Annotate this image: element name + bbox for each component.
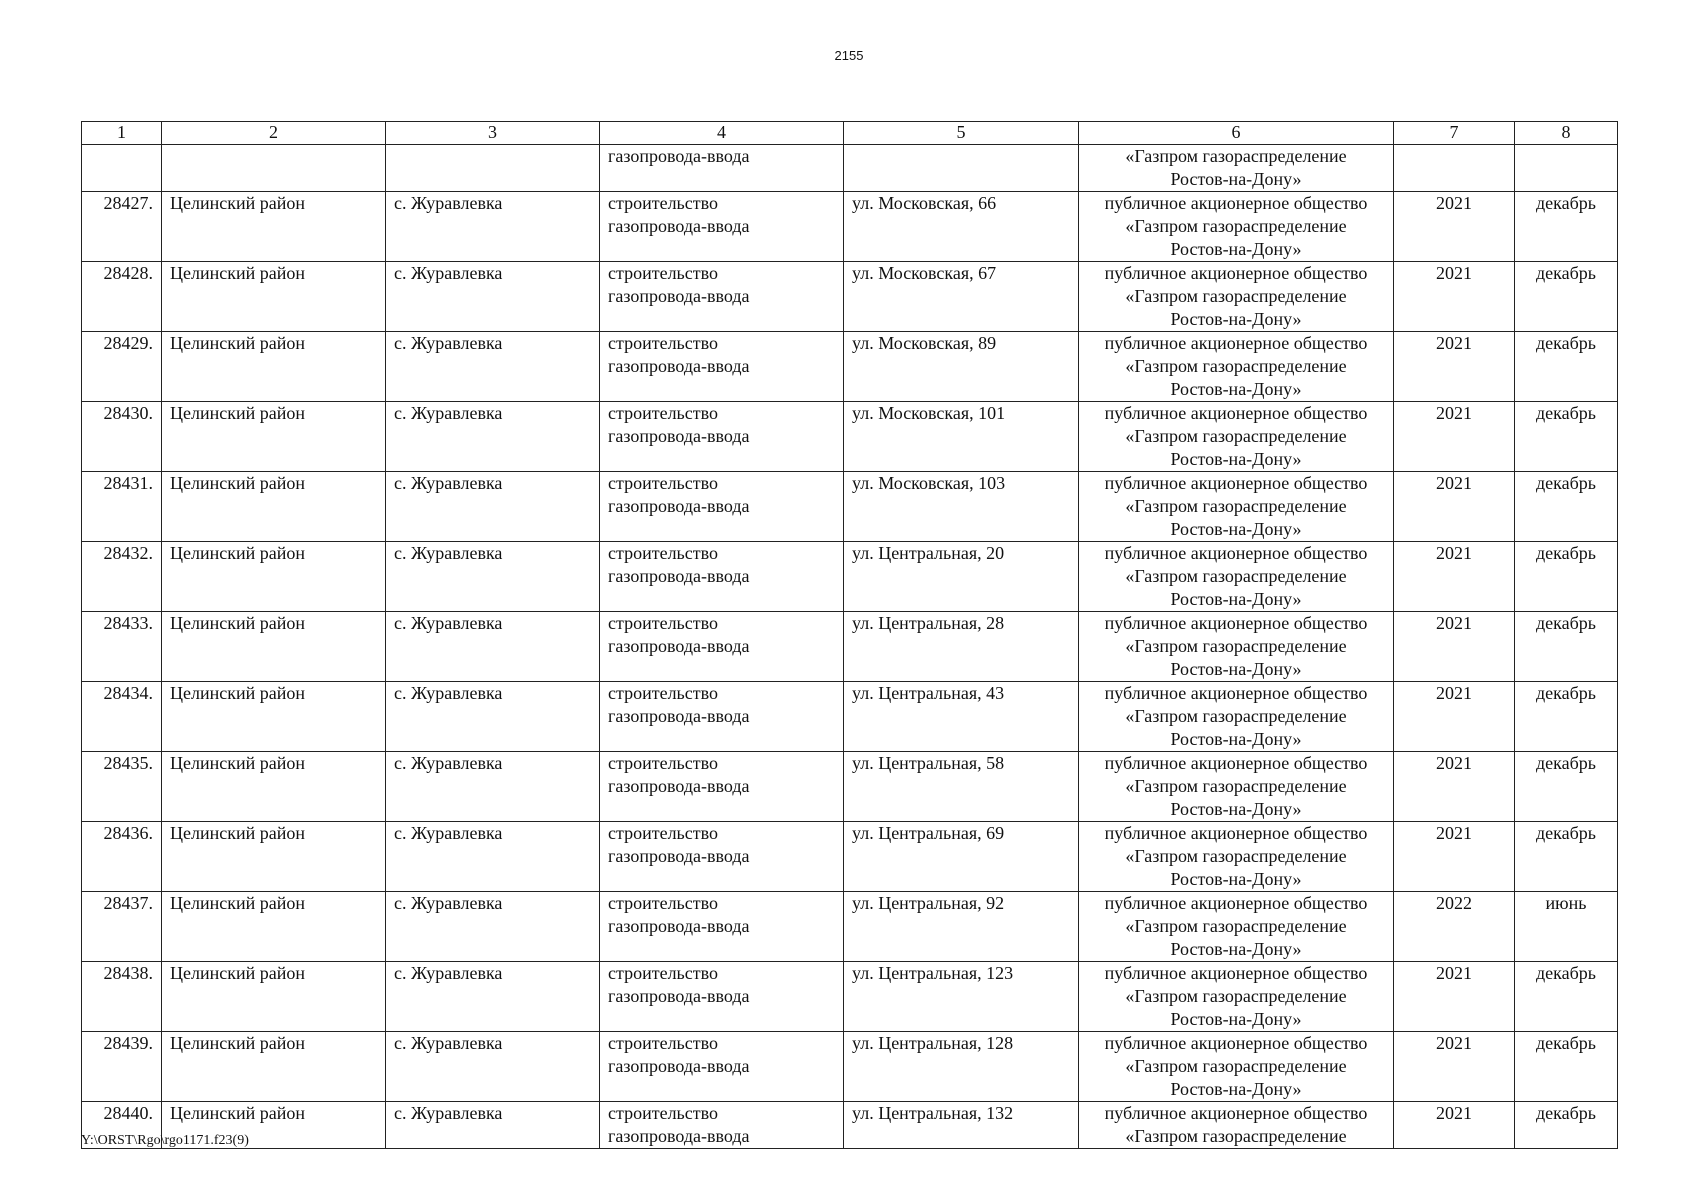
cell-org: [1079, 822, 1394, 892]
cell-address: ул. Центральная, 58: [844, 752, 1079, 822]
cell-district: Целинский район: [162, 192, 386, 262]
cell-address: ул. Центральная, 43: [844, 682, 1079, 752]
table-row: [82, 752, 1618, 822]
table-row: [82, 682, 1618, 752]
object-line: газопровода-ввода: [608, 286, 750, 306]
cell-num: 28439.: [82, 1032, 162, 1102]
cell-settlement: с. Журавлевка: [386, 752, 600, 822]
cell-settlement: с. Журавлевка: [386, 892, 600, 962]
cell-object: [600, 542, 844, 612]
cell-year: 2021: [1394, 542, 1515, 612]
cell-org: [1079, 962, 1394, 1032]
cell-org: [1079, 542, 1394, 612]
cell-address: ул. Московская, 103: [844, 472, 1079, 542]
object-line: газопровода-ввода: [608, 426, 750, 446]
cell-settlement: с. Журавлевка: [386, 962, 600, 1032]
cell-settlement: с. Журавлевка: [386, 1032, 600, 1102]
org-line: «Газпром газораспределение: [1125, 356, 1347, 376]
cell-num: 28429.: [82, 332, 162, 402]
table-row: [82, 262, 1618, 332]
cell-org: [1079, 682, 1394, 752]
org-line: публичное акционерное общество: [1104, 403, 1368, 423]
org-line: публичное акционерное общество: [1104, 543, 1368, 563]
column-header: 7: [1394, 122, 1515, 145]
column-header: 3: [386, 122, 600, 145]
cell-year: 2021: [1394, 612, 1515, 682]
cell-month: декабрь: [1515, 472, 1618, 542]
org-line: «Газпром газораспределение: [1125, 916, 1347, 936]
org-line: Ростов-на-Дону»: [1170, 1079, 1302, 1099]
cell-settlement: с. Журавлевка: [386, 1102, 600, 1149]
table-row: [82, 1032, 1618, 1102]
table-row: [82, 542, 1618, 612]
cell-object: [600, 262, 844, 332]
table-row: [82, 402, 1618, 472]
object-line: газопровода-ввода: [608, 636, 750, 656]
org-line: Ростов-на-Дону»: [1170, 589, 1302, 609]
cell-district: Целинский район: [162, 752, 386, 822]
cell-month: декабрь: [1515, 262, 1618, 332]
cell-num: 28434.: [82, 682, 162, 752]
table-row: [82, 332, 1618, 402]
cell-address: ул. Центральная, 92: [844, 892, 1079, 962]
object-line: строительство: [608, 1103, 718, 1123]
cell-month: декабрь: [1515, 542, 1618, 612]
cell-year: 2021: [1394, 1032, 1515, 1102]
org-line: «Газпром газораспределение: [1125, 1126, 1347, 1146]
cell-district: Целинский район: [162, 822, 386, 892]
cell-org: [1079, 1032, 1394, 1102]
object-line: газопровода-ввода: [608, 846, 750, 866]
cell-object: [600, 145, 844, 192]
cell-year: 2021: [1394, 962, 1515, 1032]
cell-num: [82, 145, 162, 192]
object-line: строительство: [608, 543, 718, 563]
table-row: [82, 892, 1618, 962]
object-line: строительство: [608, 683, 718, 703]
table-row: [82, 612, 1618, 682]
cell-org: [1079, 892, 1394, 962]
cell-settlement: [386, 145, 600, 192]
object-line: газопровода-ввода: [608, 776, 750, 796]
cell-object: [600, 752, 844, 822]
org-line: Ростов-на-Дону»: [1170, 519, 1302, 539]
cell-num: 28435.: [82, 752, 162, 822]
cell-district: Целинский район: [162, 962, 386, 1032]
org-line: Ростов-на-Дону»: [1170, 169, 1302, 189]
object-line: строительство: [608, 193, 718, 213]
cell-num: 28440.: [82, 1102, 162, 1149]
cell-object: [600, 192, 844, 262]
cell-district: Целинский район: [162, 542, 386, 612]
object-line: газопровода-ввода: [608, 1056, 750, 1076]
org-line: публичное акционерное общество: [1104, 1103, 1368, 1123]
cell-address: ул. Центральная, 128: [844, 1032, 1079, 1102]
cell-address: ул. Московская, 66: [844, 192, 1079, 262]
org-line: публичное акционерное общество: [1104, 963, 1368, 983]
cell-object: [600, 472, 844, 542]
cell-object: [600, 962, 844, 1032]
org-line: «Газпром газораспределение: [1125, 846, 1347, 866]
org-line: «Газпром газораспределение: [1125, 1056, 1347, 1076]
cell-year: 2021: [1394, 682, 1515, 752]
object-line: газопровода-ввода: [608, 146, 750, 166]
org-line: «Газпром газораспределение: [1125, 286, 1347, 306]
cell-settlement: с. Журавлевка: [386, 542, 600, 612]
cell-settlement: с. Журавлевка: [386, 332, 600, 402]
cell-year: 2021: [1394, 192, 1515, 262]
org-line: Ростов-на-Дону»: [1170, 1009, 1302, 1029]
cell-district: Целинский район: [162, 472, 386, 542]
cell-year: 2021: [1394, 822, 1515, 892]
object-line: газопровода-ввода: [608, 356, 750, 376]
org-line: Ростов-на-Дону»: [1170, 799, 1302, 819]
cell-org: [1079, 612, 1394, 682]
table-row: [82, 192, 1618, 262]
object-line: газопровода-ввода: [608, 986, 750, 1006]
cell-district: Целинский район: [162, 892, 386, 962]
object-line: газопровода-ввода: [608, 916, 750, 936]
cell-district: Целинский район: [162, 402, 386, 472]
table-row: [82, 1102, 1618, 1149]
cell-object: [600, 1032, 844, 1102]
data-table: [81, 121, 1618, 1149]
object-line: газопровода-ввода: [608, 706, 750, 726]
org-line: «Газпром газораспределение: [1125, 426, 1347, 446]
cell-address: ул. Центральная, 69: [844, 822, 1079, 892]
org-line: Ростов-на-Дону»: [1170, 309, 1302, 329]
org-line: публичное акционерное общество: [1104, 613, 1368, 633]
org-line: «Газпром газораспределение: [1125, 986, 1347, 1006]
cell-org: [1079, 262, 1394, 332]
table-header-row: [82, 122, 1618, 145]
org-line: публичное акционерное общество: [1104, 1033, 1368, 1053]
object-line: строительство: [608, 963, 718, 983]
org-line: Ростов-на-Дону»: [1170, 939, 1302, 959]
cell-object: [600, 682, 844, 752]
cell-settlement: с. Журавлевка: [386, 472, 600, 542]
org-line: публичное акционерное общество: [1104, 193, 1368, 213]
object-line: строительство: [608, 613, 718, 633]
column-header: 5: [844, 122, 1079, 145]
cell-num: 28437.: [82, 892, 162, 962]
cell-settlement: с. Журавлевка: [386, 402, 600, 472]
cell-address: ул. Центральная, 123: [844, 962, 1079, 1032]
cell-org: [1079, 402, 1394, 472]
cell-object: [600, 332, 844, 402]
cell-org: [1079, 472, 1394, 542]
cell-object: [600, 822, 844, 892]
org-line: «Газпром газораспределение: [1125, 216, 1347, 236]
continuation-row: [82, 145, 1618, 192]
object-line: газопровода-ввода: [608, 566, 750, 586]
cell-org: [1079, 752, 1394, 822]
org-line: «Газпром газораспределение: [1125, 776, 1347, 796]
cell-num: 28428.: [82, 262, 162, 332]
cell-address: ул. Московская, 101: [844, 402, 1079, 472]
cell-object: [600, 402, 844, 472]
cell-year: 2021: [1394, 332, 1515, 402]
table-row: [82, 822, 1618, 892]
cell-district: [162, 145, 386, 192]
cell-year: [1394, 145, 1515, 192]
cell-object: [600, 612, 844, 682]
cell-district: Целинский район: [162, 262, 386, 332]
cell-year: 2021: [1394, 472, 1515, 542]
cell-address: ул. Московская, 67: [844, 262, 1079, 332]
column-header: 2: [162, 122, 386, 145]
cell-num: 28430.: [82, 402, 162, 472]
cell-settlement: с. Журавлевка: [386, 682, 600, 752]
column-header: 6: [1079, 122, 1394, 145]
org-line: Ростов-на-Дону»: [1170, 239, 1302, 259]
org-line: Ростов-на-Дону»: [1170, 729, 1302, 749]
cell-district: Целинский район: [162, 332, 386, 402]
cell-num: 28436.: [82, 822, 162, 892]
cell-district: Целинский район: [162, 1032, 386, 1102]
cell-settlement: с. Журавлевка: [386, 612, 600, 682]
object-line: строительство: [608, 333, 718, 353]
cell-object: [600, 892, 844, 962]
cell-month: декабрь: [1515, 962, 1618, 1032]
cell-district: Целинский район: [162, 612, 386, 682]
cell-address: ул. Центральная, 132: [844, 1102, 1079, 1149]
cell-year: 2021: [1394, 262, 1515, 332]
cell-settlement: с. Журавлевка: [386, 192, 600, 262]
table-row: [82, 472, 1618, 542]
org-line: «Газпром газораспределение: [1125, 566, 1347, 586]
object-line: газопровода-ввода: [608, 1126, 750, 1146]
page-number: 2155: [834, 48, 864, 63]
org-line: публичное акционерное общество: [1104, 753, 1368, 773]
org-line: «Газпром газораспределение: [1125, 636, 1347, 656]
column-header: 8: [1515, 122, 1618, 145]
org-line: Ростов-на-Дону»: [1170, 659, 1302, 679]
object-line: строительство: [608, 753, 718, 773]
cell-month: декабрь: [1515, 752, 1618, 822]
table-row: [82, 962, 1618, 1032]
object-line: газопровода-ввода: [608, 216, 750, 236]
org-line: публичное акционерное общество: [1104, 333, 1368, 353]
cell-month: декабрь: [1515, 332, 1618, 402]
cell-settlement: с. Журавлевка: [386, 822, 600, 892]
cell-address: ул. Московская, 89: [844, 332, 1079, 402]
org-line: «Газпром газораспределение: [1125, 146, 1347, 166]
cell-num: 28427.: [82, 192, 162, 262]
object-line: строительство: [608, 1033, 718, 1053]
cell-year: 2022: [1394, 892, 1515, 962]
cell-month: декабрь: [1515, 192, 1618, 262]
cell-org: [1079, 332, 1394, 402]
cell-settlement: с. Журавлевка: [386, 262, 600, 332]
org-line: публичное акционерное общество: [1104, 473, 1368, 493]
object-line: строительство: [608, 403, 718, 423]
cell-year: 2021: [1394, 402, 1515, 472]
object-line: строительство: [608, 473, 718, 493]
org-line: Ростов-на-Дону»: [1170, 449, 1302, 469]
cell-object: [600, 1102, 844, 1149]
cell-month: июнь: [1515, 892, 1618, 962]
cell-district: Целинский район: [162, 682, 386, 752]
cell-month: [1515, 145, 1618, 192]
cell-month: декабрь: [1515, 822, 1618, 892]
cell-month: декабрь: [1515, 1102, 1618, 1149]
org-line: публичное акционерное общество: [1104, 823, 1368, 843]
cell-num: 28433.: [82, 612, 162, 682]
org-line: «Газпром газораспределение: [1125, 496, 1347, 516]
cell-year: 2021: [1394, 1102, 1515, 1149]
cell-num: 28431.: [82, 472, 162, 542]
cell-month: декабрь: [1515, 402, 1618, 472]
org-line: Ростов-на-Дону»: [1170, 379, 1302, 399]
cell-month: декабрь: [1515, 612, 1618, 682]
cell-district: Целинский район: [162, 1102, 386, 1149]
cell-org: [1079, 1102, 1394, 1149]
cell-num: 28438.: [82, 962, 162, 1032]
cell-org: [1079, 145, 1394, 192]
object-line: строительство: [608, 893, 718, 913]
cell-address: ул. Центральная, 28: [844, 612, 1079, 682]
cell-num: 28432.: [82, 542, 162, 612]
object-line: газопровода-ввода: [608, 496, 750, 516]
cell-year: 2021: [1394, 752, 1515, 822]
cell-month: декабрь: [1515, 1032, 1618, 1102]
org-line: публичное акционерное общество: [1104, 263, 1368, 283]
cell-month: декабрь: [1515, 682, 1618, 752]
org-line: «Газпром газораспределение: [1125, 706, 1347, 726]
cell-address: [844, 145, 1079, 192]
org-line: Ростов-на-Дону»: [1170, 869, 1302, 889]
column-header: 1: [82, 122, 162, 145]
org-line: публичное акционерное общество: [1104, 893, 1368, 913]
object-line: строительство: [608, 823, 718, 843]
object-line: строительство: [608, 263, 718, 283]
file-path-footer: Y:\ORST\Rgo\rgo1171.f23(9): [81, 1133, 249, 1148]
org-line: публичное акционерное общество: [1104, 683, 1368, 703]
column-header: 4: [600, 122, 844, 145]
cell-address: ул. Центральная, 20: [844, 542, 1079, 612]
cell-org: [1079, 192, 1394, 262]
